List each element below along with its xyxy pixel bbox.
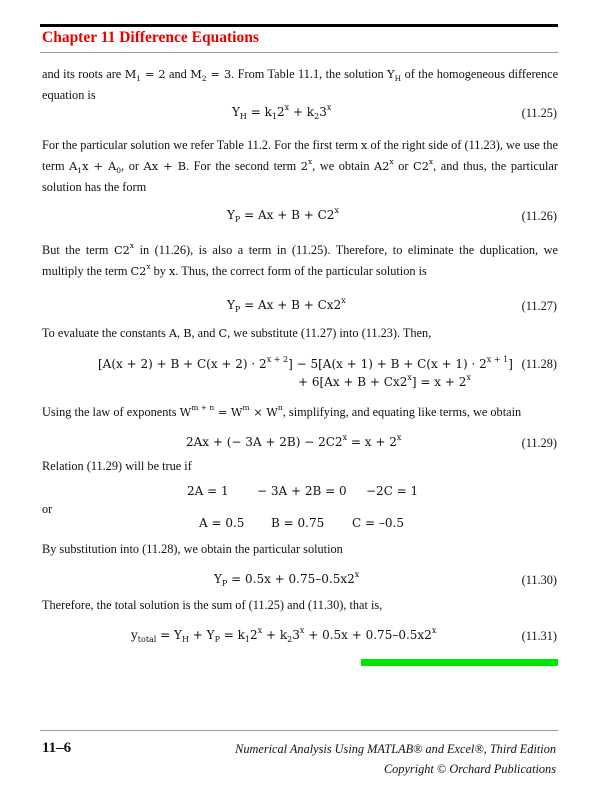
footer-rule (40, 730, 558, 731)
equation-11-28-line2: + $6[Ax + B + Cx2^x] = x + 2^x$ (298, 373, 471, 389)
system-eq-1: 2A = 1 (187, 484, 229, 498)
solution-c: C = –0.5 (352, 516, 404, 530)
paragraph-exponents: Using the law of exponents $W^{m + n} = W^m \times W^n$, simplifying, and equating like terms, we obtain (42, 403, 522, 419)
equation-11-30: $Y_P = 0.5x + 0.75-0.5x2^x$ (214, 570, 360, 588)
header-rule (40, 24, 558, 27)
equation-11-25: $Y_H = k_12^x + k_23^x$ (232, 103, 332, 121)
equation-number: (11.31) (521, 629, 557, 643)
paragraph-total: Therefore, the total solution is the sum of (11.25) and (11.30), that is, (42, 598, 383, 612)
system-eq-2: − 3A + 2B = 0 (257, 484, 347, 498)
paragraph-or: or (42, 502, 53, 516)
page-number: 11–6 (42, 740, 72, 756)
equation-11-29: 2Ax + (− $3A + 2B) - 2C2^x = x + 2^x$ (186, 433, 402, 449)
equation-number: (11.26) (521, 209, 557, 223)
equation-number: (11.29) (521, 436, 557, 450)
equation-number: (11.25) (521, 106, 557, 120)
footer-copyright: Copyright © Orchard Publications (383, 762, 556, 776)
equation-11-27: $Y_P = Ax + B + Cx2^x$ (227, 296, 346, 314)
paragraph-constants: To evaluate the constants A, B, and C, we substitute (11.27) into (11.23). Then, (42, 326, 432, 340)
header-sub-rule (40, 52, 558, 53)
equation-11-26: $Y_P = Ax + B + C2^x$ (227, 206, 339, 224)
system-eq-3: −2C = 1 (366, 484, 419, 498)
equation-number: (11.27) (521, 299, 557, 313)
solution-b: B = 0.75 (271, 516, 325, 530)
equation-11-28-line1: $[A(x + 2) + B + C(x + 2) \cdot 2^{x + 2}] - 5[A(x + 1) + B + C(x + 1) \cdot 2^{x + 1}]$ (98, 355, 513, 371)
chapter-title: Chapter 11 Difference Equations (42, 29, 259, 46)
paragraph-relation: Relation (11.29) will be true if (42, 459, 192, 473)
paragraph-substitution: By substitution into (11.28), we obtain the particular solution (42, 542, 343, 556)
equation-number: (11.28) (521, 357, 557, 371)
paragraph-duplication: But the term C2$^x$ in (11.26), is also a term in (11.25). Therefore, to eliminate the duplication, we multiply the term C2$^x$ by x. Thus, the correct form of the particular solution is (42, 241, 559, 278)
footer-book-title: Numerical Analysis Using MATLAB® and Excel®, Third Edition (235, 742, 556, 756)
equation-11-31: $y_{total} = Y_H + Y_P = k_12^x + k_23^x + 0.5x + 0.75-0.5x2^x$ (131, 626, 437, 644)
solution-a: A = 0.5 (199, 516, 245, 530)
paragraph-particular: For the particular solution we refer Table 11.2. For the first term x of the right side of (11.23), we use the term $A_1x + A_0$, or Ax + B. For the second term 2$^x$, we obtain A2$^x$ or C2$^x$, and thus, the particular solution has the form (42, 138, 558, 194)
equation-number: (11.30) (521, 573, 557, 587)
highlight-bar (361, 659, 558, 666)
paragraph-roots: and its roots are $M_1 = 2$ and $M_2 = 3$. From Table 11.1, the solution $Y_H$ of the homogeneous difference equation is (42, 67, 559, 102)
